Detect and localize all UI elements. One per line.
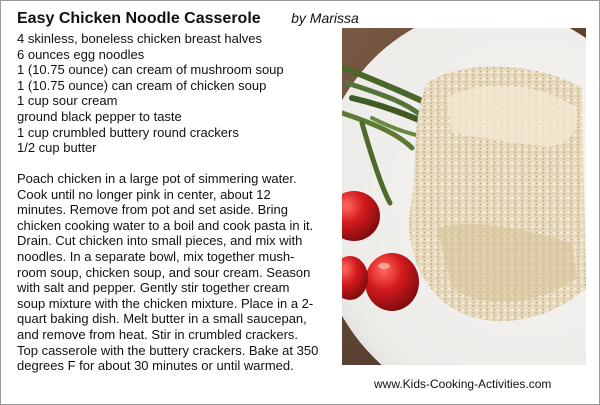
directions-line: quart baking dish. Melt butter in a small saucepan, bbox=[17, 311, 307, 327]
directions-text bbox=[17, 171, 347, 374]
ingredient-item: 6 ounces egg noodles bbox=[17, 46, 145, 62]
directions-line: room soup, chicken soup, and sour cream. Season bbox=[17, 264, 311, 280]
ingredient-item: 1 (10.75 ounce) can cream of chicken soup bbox=[17, 77, 267, 93]
website-url: www.Kids-Cooking-Activities.com bbox=[374, 377, 552, 391]
directions-line: minutes. Remove from pot and set aside. Bring bbox=[17, 202, 288, 218]
ingredient-item: ground black pepper to taste bbox=[17, 108, 182, 124]
directions-line: noodles. In a separate bowl, mix together mush- bbox=[17, 248, 295, 264]
ingredient-item: 4 skinless, boneless chicken breast halves bbox=[17, 31, 262, 46]
directions-line: Drain. Cut chicken into small pieces, and mix with bbox=[17, 233, 303, 249]
recipe-title: Easy Chicken Noodle Casserole bbox=[17, 10, 261, 27]
casserole bbox=[409, 67, 586, 322]
recipe-author: by Marissa bbox=[291, 10, 359, 26]
ingredients-list bbox=[17, 31, 284, 156]
title-row bbox=[17, 10, 359, 28]
ingredient-item: 1 (10.75 ounce) can cream of mushroom soup bbox=[17, 62, 284, 78]
directions-line: degrees F for about 30 minutes or until warmed. bbox=[17, 358, 294, 374]
ingredient-item: 1 cup crumbled buttery round crackers bbox=[17, 124, 239, 140]
ingredient-item: 1/2 cup butter bbox=[17, 140, 97, 156]
directions-line: Cook until no longer pink in center, about 12 bbox=[17, 186, 271, 202]
ingredient-item: 1 cup sour cream bbox=[17, 93, 118, 109]
directions-line: Poach chicken in a large pot of simmering water. bbox=[17, 171, 297, 186]
casserole-photo bbox=[342, 28, 586, 365]
directions-line: soup mixture with the chicken mixture. Place in a 2- bbox=[17, 295, 314, 311]
directions-line: Top casserole with the buttery crackers. Bake at 350 bbox=[17, 342, 319, 358]
directions-line: and remove from heat. Stir in crumbled crackers. bbox=[17, 326, 299, 342]
directions-line: chicken cooking water to a boil and cook pasta in it. bbox=[17, 217, 314, 233]
directions-line: with salt and pepper. Gently stir together cream bbox=[17, 280, 290, 296]
